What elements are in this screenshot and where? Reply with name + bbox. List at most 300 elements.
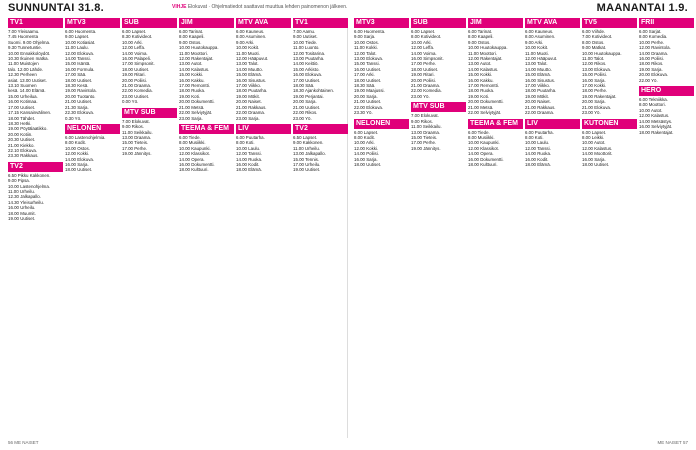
program-entry: 13.00 Talot. xyxy=(236,61,259,67)
program-entry: 17.00 Sää. xyxy=(65,72,87,78)
program-entry: 15.00 Elämä. xyxy=(236,72,262,78)
program-entry: 18.00 Tähdet. xyxy=(8,115,36,121)
program-entry: 23.00 Yö. xyxy=(293,115,312,121)
program-entry: 11.00 Moottori. xyxy=(468,50,497,56)
channel-column xyxy=(411,18,466,438)
program-entry: 6.00 Tekniikka. xyxy=(639,97,668,103)
program-entry: 14.00 Muutto. xyxy=(236,66,263,72)
program-entry: 6.00 Viihde. xyxy=(582,29,606,34)
program-entry: 13.10 Suomen xyxy=(8,83,37,89)
program-entry: 10.00 Ostos. xyxy=(65,145,90,151)
tv-listing-columns xyxy=(8,18,688,438)
program-entry: 12.00 Elokuva. xyxy=(65,50,95,56)
program-entry: 11.00 Moottori. xyxy=(179,50,208,56)
program-entry: 15.00 Tieteis. xyxy=(411,134,438,140)
program-entry: 10.00 Autot. xyxy=(639,107,663,113)
program-entry: 9.30 Tunnetuntie. xyxy=(8,45,42,51)
program-entry: 10.00 Laulu. xyxy=(525,140,550,146)
program-entry: 6.00 Lapset. xyxy=(354,129,379,135)
program-entry: 17.00 Perhe. xyxy=(411,61,437,67)
program-entry: 19.00 Mökit. xyxy=(236,93,260,99)
channel-header: TEEMA & FEM xyxy=(179,124,234,134)
program-entry: 14.00 Draama. xyxy=(639,50,669,56)
channel-header: MTV3 xyxy=(65,18,120,28)
program-entry: 6.00 Lapset. xyxy=(582,129,607,135)
channel-header: MTV AVA xyxy=(525,18,580,28)
channel-column xyxy=(236,18,291,438)
program-entry: 22.00 Selviytyjät. xyxy=(179,110,213,116)
program-entry: 22.10 Elokuva. xyxy=(8,147,38,153)
program-entry: 12.00 Leffa. xyxy=(122,45,146,51)
program-entry: 6.00 Lastenohjelmia. xyxy=(65,134,106,140)
program-entry: 17.00 Urheilu. xyxy=(293,161,321,167)
program-entry: 9.00 Ostos. xyxy=(179,39,202,45)
program-entry: 16.00 Kodit. xyxy=(236,161,260,167)
program-entry: 21.00 Uutiset. xyxy=(354,99,382,105)
program-entry: 22.00 Rikos. xyxy=(293,110,318,116)
program-entry: 8.00 Koti. xyxy=(525,134,544,140)
program-entry: 12.00 Tanssi. xyxy=(236,151,262,157)
program-entry: 20.00 Elokuva. xyxy=(639,72,669,78)
program-entry: 14.00 Tanssi. xyxy=(65,56,91,62)
program-entry: 20.00 Poliisi. xyxy=(411,77,436,83)
program-entry: 18.00 Ruoka. xyxy=(179,88,206,94)
program-entry: 13.00 Jalkapallo. xyxy=(293,151,326,157)
program-entry: 20.00 Dokumentti. xyxy=(179,99,215,105)
program-entry: Suomi. 9.00 Ohjelma. xyxy=(8,39,51,45)
program-entry: 10.00 Ostos. xyxy=(354,39,379,45)
program-entry: 15.00 Kokki. xyxy=(468,72,493,78)
program-entry: 12.00 Talot. xyxy=(354,50,377,56)
program-entry: 20.00 Naiset. xyxy=(525,99,551,105)
program-entry: 21.00 Metsä. xyxy=(468,104,494,110)
program-entry: 14.30 Yleisurheilu. xyxy=(8,199,45,205)
program-entry: 21.00 Metsä. xyxy=(179,104,205,110)
program-entry: 12.00 Kokki. xyxy=(65,151,90,157)
program-entry: 0.30 Yö. xyxy=(65,115,82,121)
program-entry: 12.30 Jalkapallo. xyxy=(8,194,41,200)
program-entry: 11.00 Seikkailu. xyxy=(411,124,442,130)
program-entry: 23.00 Uutiset. xyxy=(122,93,150,99)
program-entry: 13.00 Elokuva. xyxy=(582,66,612,72)
program-entry: 16.00 Elokuva. xyxy=(293,72,323,78)
channel-header: JIM xyxy=(468,18,523,28)
program-entry: 19.00 Koti. xyxy=(468,93,489,99)
program-entry: 21.00 Elokuva. xyxy=(582,104,612,110)
top-bar xyxy=(0,0,696,18)
program-entry: 6.00 Lapset. xyxy=(411,29,436,34)
program-entry: 12.00 Hääpuvut. xyxy=(525,56,558,62)
program-entry: 12.00 Rakentajat. xyxy=(468,56,503,62)
program-entry: 20.00 Sarja. xyxy=(354,93,378,99)
program-entry: 7.00 Aamu. xyxy=(293,29,316,34)
program-entry: 21.00 Rakkaus. xyxy=(236,104,267,110)
program-entry: 20.00 Sarja. xyxy=(293,99,317,105)
program-entry: 15.00 Tennis. xyxy=(293,156,320,162)
program-entry: 16.00 Poliisi. xyxy=(639,56,664,62)
program-entry: 6.50 Lapset. xyxy=(293,134,318,140)
program-entry: 17.00 Viikko. xyxy=(525,83,551,89)
program-entry: 10.00 Huutokauppa. xyxy=(582,50,622,56)
program-entry: 17.00 Perhe. xyxy=(411,140,437,146)
channel-header: TEEMA & FEM xyxy=(468,119,523,129)
program-entry: 18.00 Rikos. xyxy=(639,61,664,67)
program-entry: 16.00 Sarja. xyxy=(582,77,606,83)
program-entry: 19.00 Uutiset. xyxy=(293,167,321,173)
program-entry: 12.00 Kalastus. xyxy=(582,145,613,151)
program-entry: 18.00 Uutiset. xyxy=(65,77,93,83)
program-entry: 21.00 Draama. xyxy=(411,83,441,89)
program-entry: 6.00 Tiede. xyxy=(179,134,201,140)
channel-header: NELONEN xyxy=(354,119,409,129)
program-entry: 20.00 Dokumentti. xyxy=(468,99,504,105)
program-entry: 10.00 Kokit. xyxy=(525,45,549,51)
program-entry: 6.00 Puutarha. xyxy=(525,129,554,135)
program-entry: 8.30 Kotivideot. xyxy=(122,34,153,40)
program-entry: 16.00 Simpsonit. xyxy=(411,56,444,62)
program-entry: 7.00 Yleisaamu. xyxy=(8,29,40,34)
program-entry: 12.00 Tositarina. xyxy=(293,50,326,56)
program-entry: 22.30 Elokuva. xyxy=(65,110,95,116)
program-entry: 16.00 Sarja. xyxy=(354,156,378,162)
program-entry: 9.00 Rikos. xyxy=(411,118,433,124)
program-entry: 16.00 Selviytyjät. xyxy=(639,124,673,130)
program-entry: 18.30 Hetki. xyxy=(8,120,32,126)
program-entry: 18.00 Perhe. xyxy=(582,88,608,94)
program-entry: 21.30 Sarja. xyxy=(65,104,89,110)
program-entry: 8.00 Moottori. xyxy=(639,102,666,108)
program-entry: 16.00 Dokumentti. xyxy=(179,161,215,167)
channel-header: SUB xyxy=(122,18,177,28)
program-entry: 8.00 Kodit. xyxy=(65,140,86,146)
program-entry: 18.00 Uutiset. xyxy=(354,161,382,167)
program-entry: 10.00 Arki. xyxy=(411,39,432,45)
program-entry: 16.00 Kakku. xyxy=(468,77,494,83)
program-entry: 17.00 Uutiset. xyxy=(293,77,321,83)
program-entry: 13.00 Autot. xyxy=(179,61,203,67)
channel-header: TV1 xyxy=(293,18,348,28)
program-entry: 17.00 Remontti. xyxy=(179,83,210,89)
program-entry: 12.00 Tanssi. xyxy=(525,145,551,151)
program-entry: 12.00 Hääpuvut. xyxy=(236,56,269,62)
program-entry: asiat. 13.00 Uutiset. xyxy=(8,77,47,83)
program-entry: 17.00 Uutiset. xyxy=(8,104,36,110)
program-entry: 16.00 Palapeli. xyxy=(122,56,152,62)
program-entry: 8.00 Ostos. xyxy=(582,39,605,45)
program-entry: talo. 12.00 Lähde. xyxy=(8,66,44,72)
program-entry: 16.00 Urheilu. xyxy=(8,205,36,211)
program-entry: 14.00 Opera. xyxy=(468,151,494,157)
program-entry: 11.00 Urheilu. xyxy=(293,145,321,151)
channel-header: MTV3 xyxy=(354,18,409,28)
channel-header: LIV xyxy=(525,119,580,129)
program-entry: 16.00 Kotimaa. xyxy=(8,99,38,105)
program-entry: 11.00 Talot. xyxy=(582,56,605,62)
program-entry: 23.00 Sarja. xyxy=(179,115,203,121)
channel-header: FRII xyxy=(639,18,694,28)
program-entry: 6.00 Tiede. xyxy=(468,129,490,135)
program-entry: 14.00 Voima. xyxy=(122,50,148,56)
program-entry: 11.00 Seikkailu. xyxy=(122,129,153,135)
program-entry: 8.00 Kaapeli. xyxy=(468,34,494,40)
program-entry: 18.00 Uutiset. xyxy=(411,66,439,72)
program-entry: 12.30 Perheen xyxy=(8,72,37,78)
program-entry: 18.30 Kesä. xyxy=(65,83,89,89)
program-entry: 12.00 Klassikot. xyxy=(468,145,499,151)
program-entry: 22.00 Komedia. xyxy=(411,88,442,94)
program-entry: 19.00 Uutiset. xyxy=(8,216,36,221)
program-entry: 17.00 Simpsonit. xyxy=(122,61,155,67)
program-entry: 9.00 Arki. xyxy=(236,39,255,45)
right-magazine-name: ME NAISET xyxy=(657,440,682,445)
right-footer xyxy=(658,440,688,445)
channel-column xyxy=(179,18,234,438)
program-entry: 10.00 Kokit. xyxy=(236,45,260,51)
program-entry: 19.00 Jännitys. xyxy=(411,145,441,151)
program-entry: 11.00 Muoti. xyxy=(236,50,260,56)
program-entry: 20.30 Uutiset. xyxy=(8,137,36,143)
channel-header: MTV SUB xyxy=(122,108,177,118)
program-entry: 12.00 Ravintola. xyxy=(639,45,671,51)
program-entry: 16.00 Sisustus. xyxy=(525,77,556,83)
program-entry: 20.00 Sarja. xyxy=(582,99,606,105)
channel-column xyxy=(582,18,637,438)
program-entry: 19.00 Pöytälaatikko. xyxy=(8,126,48,132)
program-entry: 16.00 Uutiset. xyxy=(354,66,382,72)
program-entry: 23.00 Yö. xyxy=(582,110,601,116)
program-entry: 14.00 Voima. xyxy=(411,50,437,56)
program-entry: 17.00 Perhe. xyxy=(122,145,148,151)
program-entry: 18.30 Ajankohtainen. xyxy=(293,88,335,94)
program-entry: 17.00 Arki. xyxy=(354,72,375,78)
program-entry: 17.00 Kokki. xyxy=(582,83,607,89)
program-entry: 12.00 Rakentajat. xyxy=(179,56,214,62)
channel-header: KUTONEN xyxy=(582,119,637,129)
right-day-title: MAANANTAI 1.9. xyxy=(596,2,688,14)
program-entry: 22.00 Selviytyjät. xyxy=(468,110,502,116)
program-entry: 23.30 Rakkaus. xyxy=(8,153,39,159)
program-entry: 10.00 Laulu. xyxy=(236,145,261,151)
program-entry: 22.00 Elokuva. xyxy=(354,104,384,110)
channel-header: TV2 xyxy=(293,124,348,134)
channel-header: TV1 xyxy=(8,18,63,28)
program-entry: 9.00 Ostos. xyxy=(468,39,491,45)
program-entry: 20.00 Kotiin. xyxy=(8,131,33,137)
program-entry: 15.00 Arkisto. xyxy=(293,66,320,72)
channel-column xyxy=(354,18,409,438)
program-entry: 14.00 Muutto. xyxy=(525,66,552,72)
program-entry: 21.00 Kiekko. xyxy=(8,142,35,148)
program-entry: 6.00 Sarjat. xyxy=(639,29,662,34)
program-entry: 7.00 Elokuvat. xyxy=(122,118,150,124)
right-page-number: 57 xyxy=(682,440,688,445)
program-entry: 20.00 Tuotanto. xyxy=(65,93,96,99)
program-entry: 20.00 Naiset. xyxy=(236,99,262,105)
program-entry: 9.00 Kakkonen. xyxy=(293,140,324,146)
program-entry: 7.00 Kotivideot. xyxy=(582,34,613,40)
program-entry: 18.00 Ruoka. xyxy=(468,88,495,94)
left-day-title: SUNNUNTAI 31.8. xyxy=(8,2,104,14)
program-entry: 6.00 Huomenta. xyxy=(354,29,386,34)
program-entry: 14.00 Opera. xyxy=(179,156,205,162)
program-entry: 14.00 Kalastus. xyxy=(468,66,499,72)
program-entry: 14.00 Ruoka. xyxy=(236,156,263,162)
program-entry: 12.00 Rikos. xyxy=(582,61,607,67)
channel-header: SUB xyxy=(411,18,466,28)
program-entry: 6.00 Lapset. xyxy=(122,29,147,34)
program-entry: 13.00 Puutarha. xyxy=(293,56,325,62)
program-entry: 9.00 Uutiset. xyxy=(293,34,318,40)
left-page-number: 56 xyxy=(8,440,14,445)
program-entry: 14.00 Kalastus. xyxy=(179,66,210,72)
program-entry: 14.00 Elokuva. xyxy=(65,156,95,162)
channel-column xyxy=(8,18,63,438)
program-entry: 6.00 Huomenta. xyxy=(65,29,97,34)
left-footer xyxy=(8,440,39,445)
program-entry: 16.00 Kodit. xyxy=(525,156,549,162)
program-entry: 10.30 Ikuinen matka. xyxy=(8,56,49,62)
program-entry: 16.00 Kakku. xyxy=(179,77,205,83)
program-entry: 10.00 Kaupunki. xyxy=(468,140,500,146)
program-entry: 21.00 Draama. xyxy=(122,83,152,89)
program-entry: 13.00 Autot. xyxy=(468,61,492,67)
program-entry: 15.00 Tieteis. xyxy=(122,140,149,146)
program-entry: 12.00 Kokki. xyxy=(354,145,379,151)
program-entry: 11.00 Muoti. xyxy=(525,50,549,56)
program-entry: 15.00 Isäntä. xyxy=(65,61,91,67)
program-entry: 14.00 Moottorit. xyxy=(582,151,613,157)
program-entry: 10.00 Lastenohjelma. xyxy=(8,183,50,189)
program-entry: 21.00 Uutiset. xyxy=(65,99,93,105)
program-entry: 8.00 Koti. xyxy=(236,140,255,146)
program-entry: 9.00 Arki. xyxy=(525,39,544,45)
program-entry: 6.00 Tarinat. xyxy=(179,29,204,34)
program-entry: 9.00 Rikos. xyxy=(122,124,144,130)
program-entry: 6.50 Pikku Kakkonen. xyxy=(8,172,51,178)
program-entry: 20.00 Poliisi. xyxy=(122,77,147,83)
program-entry: 18.30 Sää. xyxy=(354,83,376,89)
program-entry: 6.00 Kauneus. xyxy=(236,29,265,34)
program-entry: 14.00 Keittiö. xyxy=(293,61,319,67)
left-magazine-name: ME NAISET xyxy=(14,440,39,445)
program-entry: 22.00 Komedia. xyxy=(122,88,153,94)
program-entry: 15.00 Urheilua. xyxy=(8,93,38,99)
program-entry: 0.00 Yö. xyxy=(122,99,139,105)
program-entry: 8.00 Musiikki. xyxy=(179,140,206,146)
program-entry: 19.00 Ritari. xyxy=(411,72,435,78)
program-entry: 18.00 Rakentajat. xyxy=(639,129,674,135)
program-entry: 19.00 Maajussi. xyxy=(354,88,385,94)
channel-column xyxy=(468,18,523,438)
legend xyxy=(172,4,347,10)
program-entry: 15.00 Poliisi. xyxy=(582,72,607,78)
program-entry: 10.00 Huutokauppa. xyxy=(179,45,219,51)
program-entry: 8.00 Asuminen. xyxy=(236,34,267,40)
program-entry: 15.00 Kokki. xyxy=(179,72,204,78)
program-entry: 11.00 Luonto. xyxy=(293,45,320,51)
program-entry: 16.00 Sarja. xyxy=(582,156,606,162)
program-entry: 18.00 Kulttuuri. xyxy=(179,167,209,173)
channel-header: LIV xyxy=(236,124,291,134)
program-entry: 23.00 Yö. xyxy=(411,93,430,99)
program-entry: 10.00 Ennakkolöydöt. xyxy=(8,50,51,56)
program-entry: 19.00 Jännitys. xyxy=(122,151,152,157)
program-entry: 19.00 Ritari. xyxy=(122,72,146,78)
program-entry: 11.00 Urheilu. xyxy=(8,188,36,194)
program-entry: 10.00 Kotiasiat. xyxy=(65,39,96,45)
program-entry: 9.00 Matkat. xyxy=(582,45,607,51)
program-entry: 21.00 Uutiset. xyxy=(293,104,321,110)
program-entry: 7.45 Huomenta xyxy=(8,34,39,40)
channel-header: MTV AVA xyxy=(236,18,291,28)
program-entry: 18.00 Uutiset. xyxy=(354,77,382,83)
program-entry: 21.00 Rakkaus. xyxy=(525,104,556,110)
program-entry: 18.00 Elämä. xyxy=(525,161,551,167)
program-entry: 8.00 Kodit. xyxy=(354,134,375,140)
program-entry: 16.00 Sisustus. xyxy=(236,77,267,83)
channel-column xyxy=(639,18,694,438)
program-entry: 11.00 Kokki. xyxy=(354,45,378,51)
program-entry: 23.00 Sarja. xyxy=(236,115,260,121)
program-entry: 19.00 Perjantai. xyxy=(293,93,324,99)
channel-header: NELONEN xyxy=(65,124,120,134)
program-entry: 13.00 Draama. xyxy=(122,134,152,140)
program-entry: 8.00 Leikki. xyxy=(582,134,605,140)
program-entry: 8.00 Kotivideot. xyxy=(411,34,442,40)
program-entry: 13.00 Talot. xyxy=(525,61,548,67)
program-entry: 12.00 Leffa. xyxy=(411,45,435,51)
program-entry: 15.00 Tanssi. xyxy=(354,61,380,67)
program-entry: 8.00 Kaapeli. xyxy=(179,34,205,40)
program-entry: 18.00 Uutiset. xyxy=(582,161,610,167)
program-entry: 10.00 Arki. xyxy=(122,39,143,45)
program-entry: 22.00 Draama. xyxy=(525,110,555,116)
channel-header: TV5 xyxy=(582,18,637,28)
program-entry: 16.00 Formula. xyxy=(65,66,95,72)
program-entry: 17.15 Kansainvälinen. xyxy=(8,110,52,116)
program-entry: 14.00 Metsästys. xyxy=(639,118,673,124)
program-entry: 18.00 Kulttuuri. xyxy=(468,161,498,167)
program-entry: 16.00 Sarja. xyxy=(65,161,89,167)
program-entry: 23.30 Yö. xyxy=(354,110,373,116)
program-entry: 8.00 Musiikki. xyxy=(468,134,495,140)
program-entry: 19.00 Rakentajat. xyxy=(582,93,617,99)
channel-header: JIM xyxy=(179,18,234,28)
program-entry: 19.00 Sarja. xyxy=(639,66,663,72)
channel-column xyxy=(525,18,580,438)
channel-header: HERO xyxy=(639,86,694,96)
program-entry: 13.00 Draama. xyxy=(411,129,441,135)
program-entry: 10.00 Autot. xyxy=(582,140,606,146)
program-entry: 18.00 Uutiset. xyxy=(65,167,93,173)
program-entry: 8.00 Asuminen. xyxy=(525,34,556,40)
legend-text: Elokuvat · Ohjelmatiedot saattavat muuttua lehden painomenon jälkeen. xyxy=(187,4,348,10)
channel-header: TV2 xyxy=(8,162,63,172)
program-entry: 9.00 Lapset. xyxy=(65,34,90,40)
program-entry: 11.00 Muistojen xyxy=(8,61,39,67)
channel-column xyxy=(65,18,120,438)
program-entry: 6.00 Puutarha. xyxy=(236,134,265,140)
program-entry: 10.00 Huutokauppa. xyxy=(468,45,508,51)
program-entry: 19.00 Koti. xyxy=(179,93,200,99)
program-entry: 6.00 Kauneus. xyxy=(525,29,554,34)
program-entry: 6.00 Tarinat. xyxy=(468,29,493,34)
program-entry: 9.00 Sarja. xyxy=(354,34,376,40)
program-entry: 18.00 Uutiset. xyxy=(122,66,150,72)
program-entry: 15.00 Elämä. xyxy=(525,72,551,78)
program-entry: 14.00 Poliisi. xyxy=(354,151,379,157)
program-entry: 17.00 Viikko. xyxy=(236,83,262,89)
